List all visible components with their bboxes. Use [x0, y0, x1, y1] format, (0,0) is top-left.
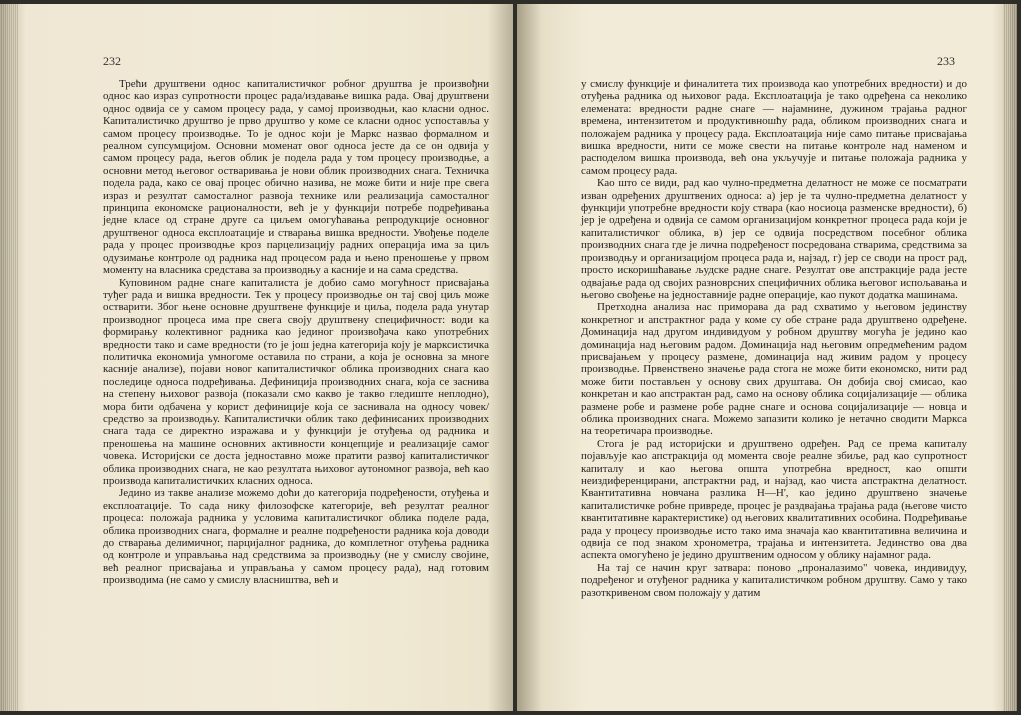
page-number: 233	[937, 54, 955, 68]
paragraph: Куповином радне снаге капиталиста је добио само могућност присвајања туђег рада и вишка вредности. Тек у процесу производње он тај свој циљ може остварити. Због њене основне друштвене функције и циља, подела рада унутар производног процеса има пре свега своју друштвену специфичност: води ка формирању колективног радника као јединог произвођача како употребних вредности тако и саме вредности (то је још једна категорија коју је марксистичка политичка економија умногоме оставила по страни, а која је основна за многе касније анализе), појави новог капиталистичког облика производних снага као последице односа подређивања. Дефиниција производних снага, која се заснива на степену њиховог развоја (показали смо какво је такво гледиште неплодно), мора бити одбачена у корист дефиниције која се заснивала на односу човек/средство за производњу. Капиталистички облик тако дефинисаних производних снага тада се директно изражава и у функцији је отуђења од радника и преношења на машине основних активности концепције и реализације самог човека. Историјски се доста једноставно може пратити развој капиталистичког облика производних снага, не као резултата њиховог аутономног развоја, већ као производа капиталистичких класних односа.	[103, 276, 489, 487]
paragraph: Трећи друштвени однос капиталистичког робног друштва је произвођни однос као израз супротности процес рада/издавање вишка рада. Овај друштвени однос одвија се у самом процесу рада, у самој производњи, као класни однос. Капиталистичко друштво је прво друштво у коме се класни однос успоставља у самом процесу производње. То је однос који је Маркс назвао формалном и реалном супсумцијом. Основни моменат овог односа јесте да се он одвија у самом процесу рада, његов облик је подела рада у том процесу производње, а основни метод његовог остваривања је нови облик производних снага. Техничка подела рада, како се овај процес обично назива, не може бити и није пре свега израз и резултат самосталног развоја технике или реализација самосталног принципа економске рационалности, већ је у функцији потребе подређивања једне класе од стране друге са циљем омогућавања репродукције основног друштвеног односа експлоатације и стварања вишка вредности. Увођење поделе рада у процес производње кроз парцелизацију радних операција има за циљ одузимање контроле од радника над процесом рада и њено преношење у првом моменту на власника средстава за производњу а касније и на сама средства.	[103, 78, 489, 277]
page-edges-left	[0, 4, 18, 711]
page-number: 232	[103, 54, 121, 68]
paragraph: у смислу функције и финалитета тих производа као употребних вредности) и до отуђења радника од њиховог рада. Експлоатација је тако одређена са неколико елемената: вредности радне снаге — најамнине, дужином трајања радног времена, интензитетом и продуктивношћу рада, обликом производних снага и положајем радника у процесу рада. Експлоатација није само питање присвајања вишка вредности, нити се може свести на питање контроле над наменом и расподелом вишка производа, већ она укључује и питање положаја радника у самом процесу рада.	[581, 78, 967, 177]
body-text	[103, 78, 489, 587]
paragraph: Као што се види, рад као чулно-предметна делатност не може се посматрати изван одређених друштвених односа: а) јер је та чулно-предметна делатност у функцији употребне вредности коју ствара (као носиоца разменске вредности), б) јер је одређена и одвија се самом организацијом конкретног процеса рада који је капиталистичког облика, в) јер се одвија посредством посебног облика производних снага где је лична подређеност посредована стварима, средствима за производњу и организацијом процеса рада и, најзад, г) јер се своди на прост рад, просто искоришћавање људске радне снаге. Резултат ове апстракције рада јесте одвајање рада од својих разноврсних специфичних облика његовог испољавања и његово свођење на једноставније радне операције, као пукот додатка машинама.	[581, 177, 967, 301]
body-text	[581, 78, 967, 599]
paragraph: На тај се начин круг затвара: поново „проналазимо" човека, индивидуу, подређеног и отуђеног радника у капиталистичком робном друштву. Само у тако разоткривеном свом положају у датим	[581, 561, 967, 599]
paragraph: Једино из такве анализе можемо доћи до категорија подређености, отуђења и експлоатације. То сада нику филозофске категорије, већ резултат реалног процеса: положаја радника у условима капиталистичког облика поделе рада, облика производних снага, формалне и реалне подређености радника која доводи до стварања делимичног, парцијалног радника, до комплетног отуђења радника од контроле и управљања над средствима за производњу (не у смислу својине, већ реалног присвајања и управљања у самом процесу рада), над готовим производима (не само у смислу власништва, већ и	[103, 487, 489, 587]
paragraph: Стога је рад историјски и друштвено одређен. Рад се према капиталу појављује као апстракција од момента своје реалне збиље, рад као супротност капиталу и као његова општа употребна вредност, као општи неиздиференцирани, апстрактни рад, и најзад, као чиста апстрактна делатност. Квантитативна новчана разлика Н—Н', као једино друштвено значење капиталистичке робне привреде, процес је раздвајања трајања рада (његове чисто квантитативне карактеристике) од његових квалитативних особина. Подређивање рада у процесу производње исто тако има значаја као квантитативна величина и одвија се под знаком хронометра, трајања и интензитета. Јединство ова два аспекта омогућено је једино друштвеним односом у облику најамног рада.	[581, 437, 967, 562]
right-page	[517, 4, 1017, 711]
page-edges-right	[1003, 4, 1017, 711]
left-page	[0, 4, 513, 711]
paragraph: Претходна анализа нас приморава да рад схватимо у његовом јединству конкретног и апстрактног рада у коме су обе стране рада друштвено одређене. Доминација над другом индивидуом у робном друштву могућа је једино као доминација над његовим радом. Доминација над његовим опредмећеним радом присвајањем у процесу размене, доминација над живим радом у процесу производње. Првенствено значење рада стога не може бити економско, нити рад може бити постављен у основу свих друштава. Он добија свој смисао, као конкретан и као апстрактан рад, само на основу облика социјализације — облика размене робе и размене робе радне снаге и основа социјализације — новца и облика производних снага. Можемо запазити колико је нетачно сводити Маркса на теоретичара производње.	[581, 301, 967, 438]
